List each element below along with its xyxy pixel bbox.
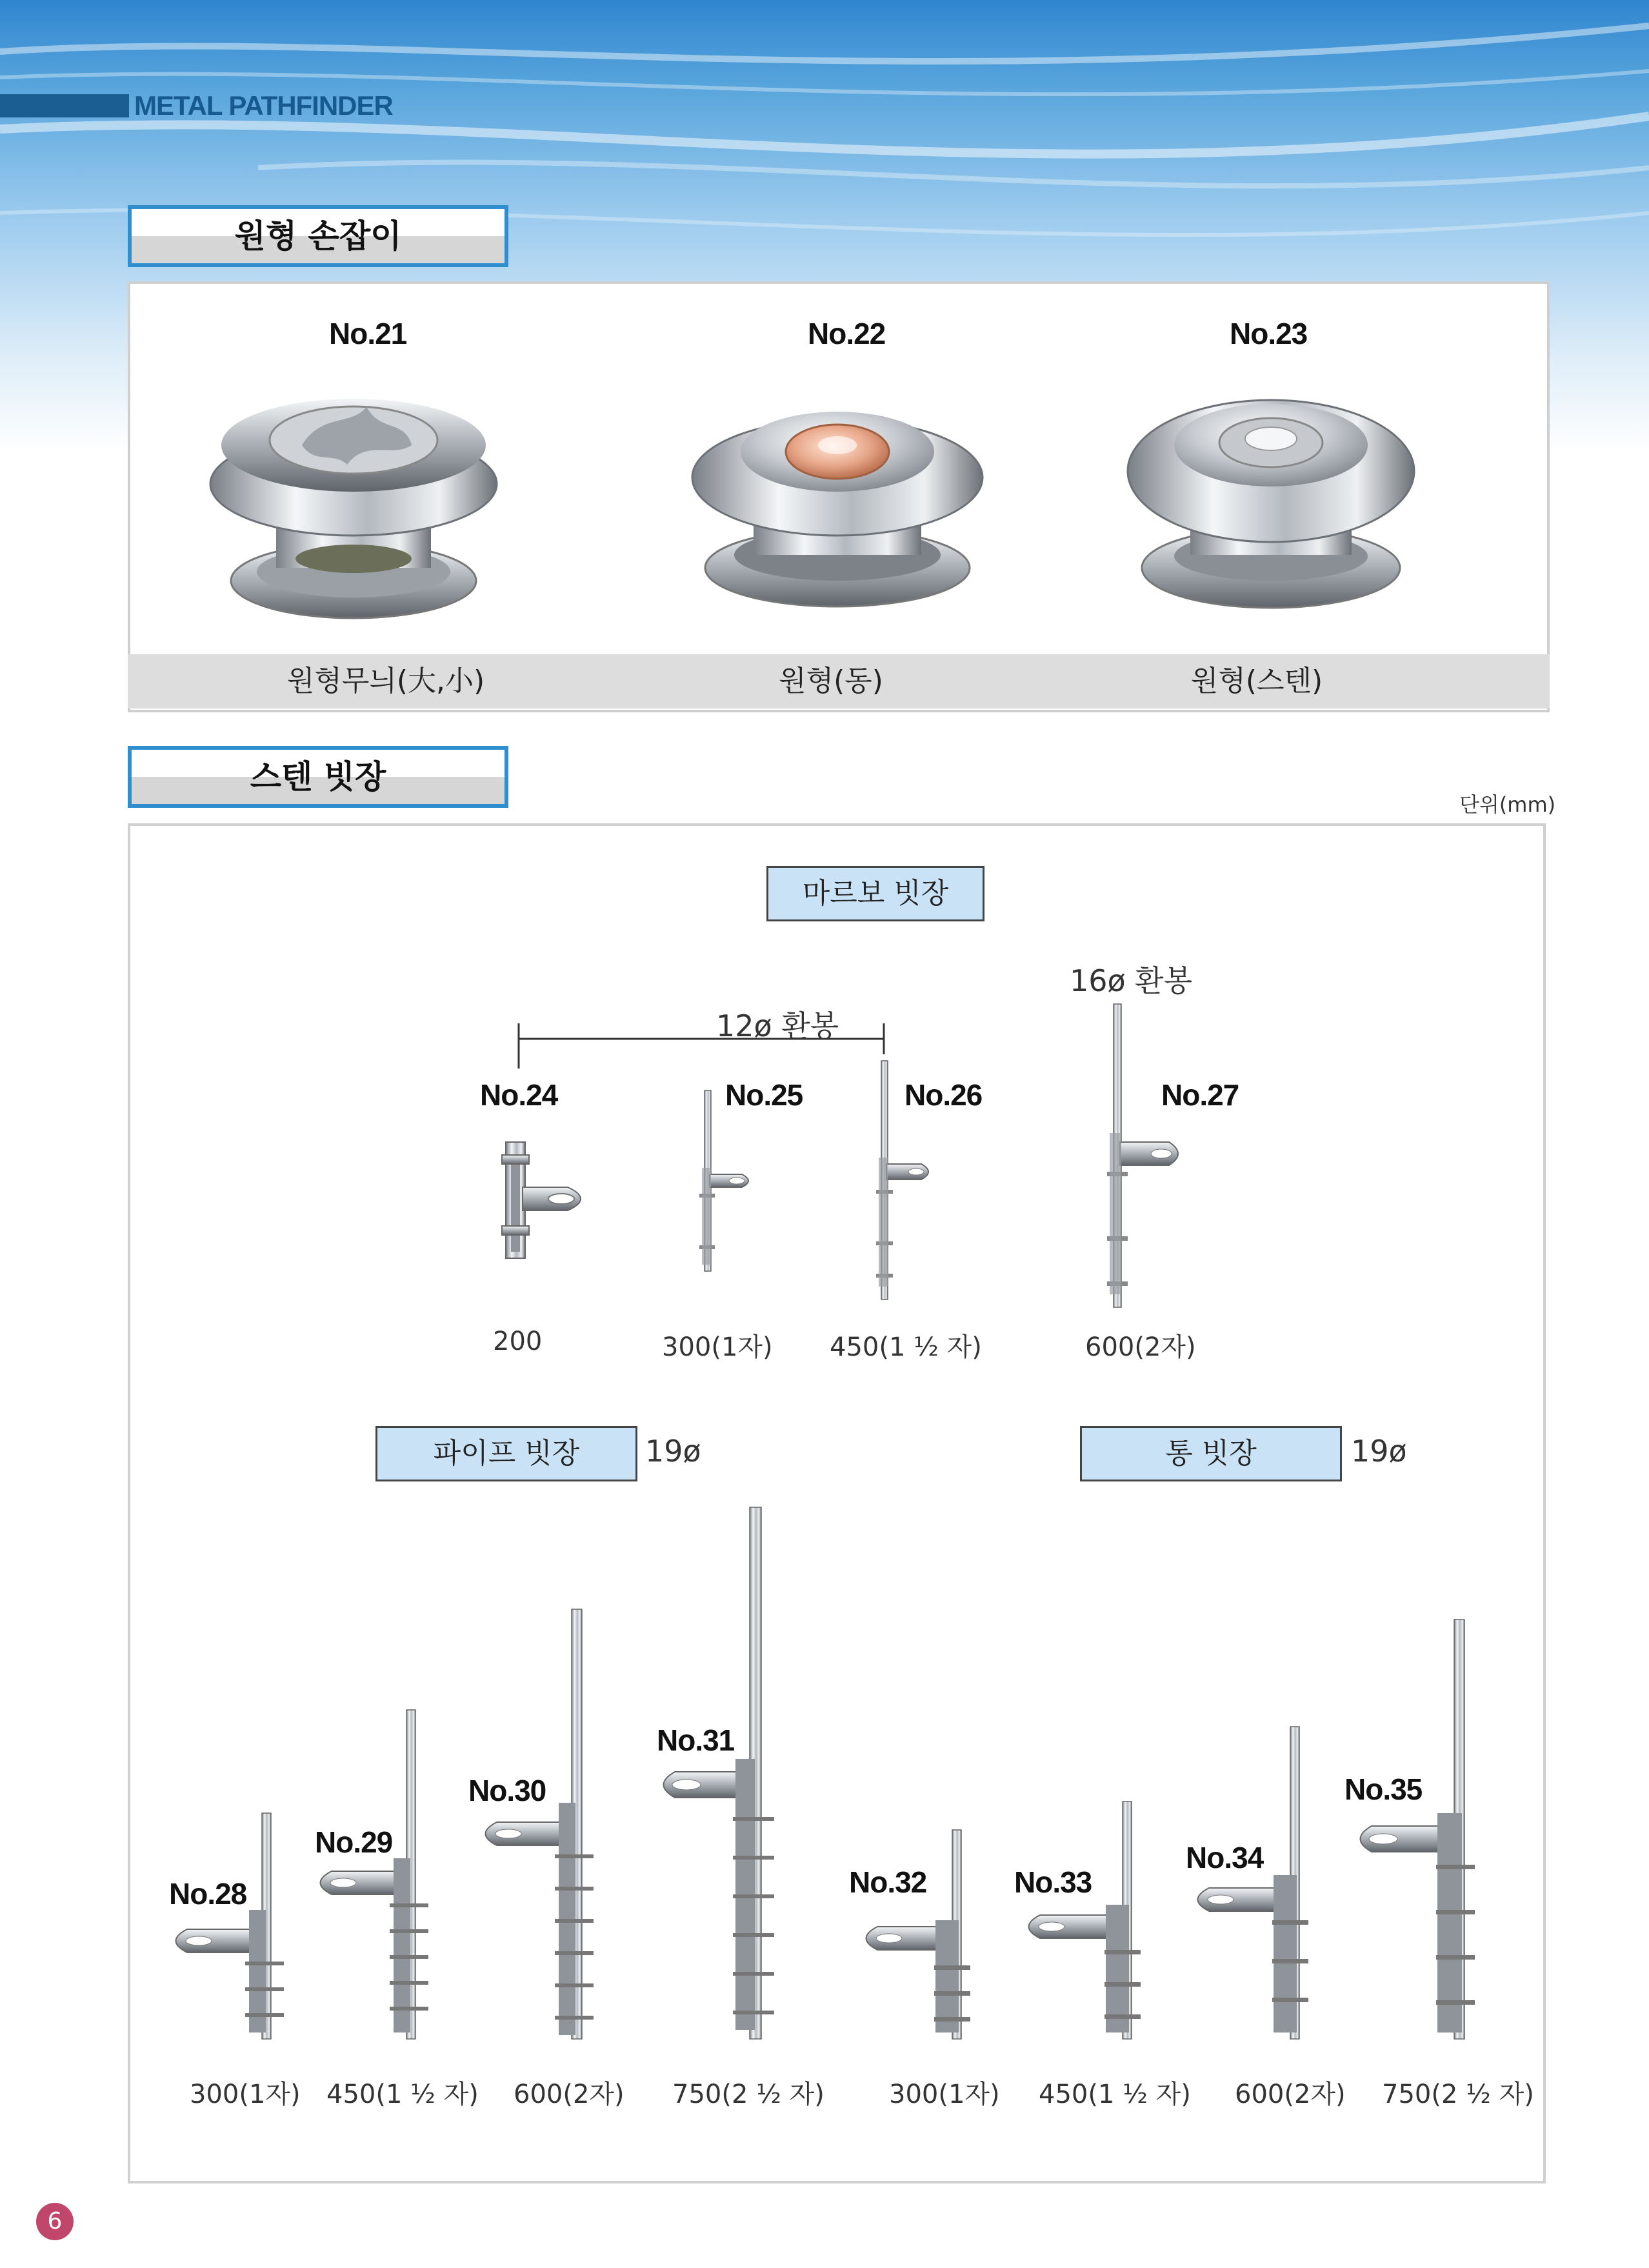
unit-label: 단위(mm)	[1459, 792, 1556, 817]
latch-number: No.26	[904, 1078, 983, 1112]
tong-latch-label: 통 빗장	[1080, 1426, 1342, 1481]
latch-34-image	[1183, 1727, 1332, 2045]
latch-size: 300(1자)	[190, 2080, 301, 2109]
latch-number: No.29	[315, 1825, 393, 1859]
latch-30-image	[471, 1609, 600, 2045]
latch-29-image	[312, 1710, 441, 2045]
rod-16-label: 16ø 환봉	[1070, 963, 1193, 998]
latch-25-image	[690, 1090, 768, 1278]
latch-number: No.25	[725, 1078, 803, 1112]
latch-27-image	[1097, 1004, 1200, 1314]
page-number-badge: 6	[36, 2203, 74, 2240]
latch-28-image	[168, 1813, 297, 2045]
latch-number: No.32	[849, 1865, 927, 1899]
latch-32-image	[852, 1830, 1000, 2045]
latch-size: 450(1 ½ 자)	[830, 1332, 982, 1362]
marubo-label: 마르보 빗장	[766, 866, 984, 921]
tong-diameter: 19ø	[1351, 1434, 1407, 1469]
knob-number: No.21	[329, 317, 407, 350]
knob-caption: 원형(동)	[779, 665, 883, 697]
latch-number: No.34	[1186, 1841, 1264, 1874]
latch-size: 600(2자)	[1085, 1332, 1196, 1362]
latch-size: 600(2자)	[1235, 2080, 1346, 2109]
latch-number: No.35	[1344, 1772, 1423, 1806]
knob-number: No.22	[808, 317, 886, 350]
section-title-stainless-latch: 스텐 빗장	[128, 746, 508, 808]
latch-size: 450(1 ½ 자)	[1039, 2080, 1191, 2109]
latch-24-image	[497, 1129, 600, 1265]
latch-size: 450(1 ½ 자)	[326, 2080, 479, 2109]
latch-number: No.31	[657, 1723, 735, 1757]
knob-caption: 원형무늬(大,小)	[286, 665, 485, 697]
latch-size: 750(2 ½ 자)	[1382, 2080, 1534, 2109]
latch-size: 600(2자)	[514, 2080, 625, 2109]
header-accent-bar	[0, 94, 129, 117]
knob-number: No.23	[1230, 317, 1308, 350]
knob-23-image	[1123, 374, 1419, 619]
latch-size: 750(2 ½ 자)	[672, 2080, 824, 2109]
latch-number: No.27	[1161, 1078, 1239, 1112]
knob-22-image	[689, 381, 986, 613]
pipe-diameter: 19ø	[645, 1434, 701, 1469]
latch-number: No.30	[468, 1774, 546, 1807]
pipe-latch-label: 파이프 빗장	[375, 1426, 637, 1481]
latch-size: 300(1자)	[662, 1332, 773, 1362]
section-title-round-knob: 원형 손잡이	[128, 205, 508, 267]
latch-33-image	[1014, 1801, 1163, 2045]
rod-12-bracket	[516, 1019, 890, 1071]
latch-number: No.33	[1014, 1865, 1092, 1899]
latch-size: 200	[493, 1327, 543, 1356]
knob-caption: 원형(스텐)	[1190, 665, 1323, 697]
latch-number: No.24	[480, 1078, 558, 1112]
knob-caption-strip	[128, 654, 1550, 708]
latch-size: 300(1자)	[889, 2080, 1000, 2109]
knob-21-image	[205, 368, 502, 626]
latch-26-image	[864, 1061, 948, 1306]
latch-31-image	[649, 1507, 810, 2045]
latch-number: No.28	[169, 1877, 247, 1911]
brand-title: METAL PATHFINDER	[134, 90, 393, 121]
rod-12-label: 12ø 환봉	[716, 1009, 839, 1043]
latch-35-image	[1346, 1620, 1507, 2045]
